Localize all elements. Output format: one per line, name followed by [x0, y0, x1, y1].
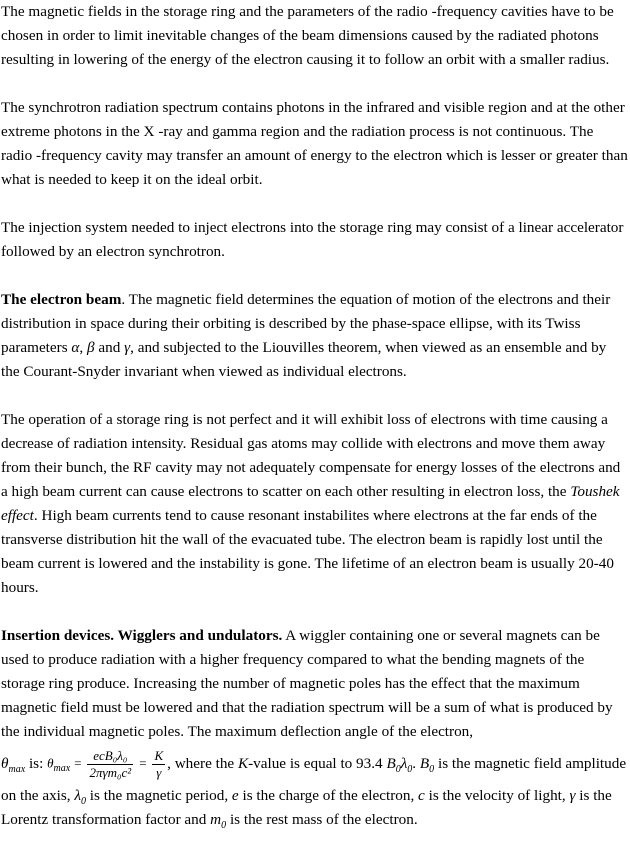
- paragraph-electron-beam: [1, 288, 628, 384]
- text-segment: and: [94, 339, 125, 356]
- lambda0-symbol: $\lambda_0$: [74, 787, 86, 808]
- text-segment: . High beam currents tend to cause resonant instabilites where electrons at the far ends of the transverse distribution hit the wall of the evacuated tube. The electron beam is rapidly lost until the beam current is lowered and the instability is gone. The lifetime of an electron beam is usually 20-40 hours.: [1, 507, 614, 596]
- theta-max-symbol: $\theta_{max}$: [1, 755, 26, 776]
- text-segment: is the rest mass of the electron.: [226, 811, 418, 828]
- text-segment: is the Lorentz transformation factor and: [1, 787, 612, 828]
- paragraph-beam-dimensions: The magnetic fields in the storage ring and the parameters of the radio -frequency cavities have to be chosen in order to limit inevitable changes of the beam dimensions caused by the radiated photons resulting in lowering of the energy of the electron causing it to follow an orbit with a smaller radius.: [1, 3, 614, 68]
- b0-symbol: $B_0$: [419, 755, 435, 776]
- c-symbol: c: [418, 787, 425, 804]
- k-symbol: K: [237, 755, 249, 772]
- text-segment: is the magnetic period,: [85, 787, 232, 804]
- toushek-effect-term: Toushek effect: [1, 483, 620, 524]
- text-segment: . The magnetic field determines the equation of motion of the electrons and their distribution in space during their orbiting is described by the phase-space ellipse, with its Twiss parameters: [1, 291, 611, 356]
- fraction-ecb0-lambda0: $\frac{\text{ecB₀λ₀}}{\text{2πγm₀c²}}$: [89, 748, 132, 781]
- text-segment: is the velocity of light,: [424, 787, 570, 804]
- alpha-symbol: α: [71, 339, 80, 356]
- text-segment: is the charge of the electron,: [238, 787, 419, 804]
- e-symbol: e: [231, 787, 239, 804]
- text-segment: where the: [174, 755, 238, 772]
- m0-symbol: $m_0$: [210, 811, 227, 832]
- heading-insertion-devices: Insertion devices. Wigglers and undulators.: [1, 627, 283, 644]
- beta-symbol: β: [87, 339, 95, 356]
- paragraph-insertion-devices: Insertion devices. Wigglers and undulators. A wiggler containing one or several magnets can be used to produce radiation with a higher frequency compared to what the bending magnets of the storage ring produce. Increasing the number of magnetic poles has the effect that the maximum magnetic field must be lowered and that the radiation spectrum will be a sum of what is produced by the individual magnetic poles. The maximum deflection angle of the electron, $\theta_{max}$ is: $\theta_{max}$ = $\frac{\text{ecB₀λ₀}}{\text{2πγm₀c²}}$ = $\frac{K}{\gamma}$ , where the K-value is equal to 93.4 $B_0\lambda_0$. $B_0$ is the magnetic field amplitude on the axis, $\lambda_0$ is the magnetic period, e is the charge of the electron, c is the velocity of light, γ is the Lorentz transformation factor and $m_0$ is the rest mass of the electron.: [1, 627, 627, 832]
- text-segment: -value is equal to 93.4: [248, 755, 387, 772]
- paragraph-beam-loss: [1, 408, 628, 600]
- heading-electron-beam: The electron beam: [1, 291, 122, 308]
- text-segment: ,: [79, 339, 87, 356]
- text-segment: , and subjected to the Liouvilles theorem, when viewed as an ensemble and by the Courant-Snyder invariant when viewed as individual electrons.: [1, 339, 607, 380]
- document-page: [1, 0, 628, 856]
- fraction-k-gamma: $\frac{K}{\gamma}$: [154, 748, 164, 781]
- text-segment: A wiggler containing one or several magnets can be used to produce radiation with a higher frequency compared to what the bending magnets of the storage ring produce. Increasing the number of magnetic poles has the effect that the maximum magnetic field must be lowered and that the radiation spectrum will be a sum of what is produced by the individual magnetic poles. The maximum deflection angle of the electron,: [1, 627, 613, 740]
- paragraph-radiation-spectrum: The synchrotron radiation spectrum contains photons in the infrared and visible region and at the other extreme photons in the X -ray and gamma region and the radiation process is not continuous. The radio -frequency cavity may transfer an amount of energy to the electron which is lesser or greater than what is needed to keep it on the ideal orbit.: [1, 99, 628, 188]
- b0-symbol: $B_0\lambda_0$: [386, 755, 413, 776]
- paragraph-injection-system: The injection system needed to inject electrons into the storage ring may consist of a linear accelerator followed by an electron synchrotron.: [1, 219, 624, 260]
- text-segment: is:: [25, 755, 48, 772]
- gamma-symbol: γ: [569, 787, 576, 804]
- deflection-angle-equation: $\theta_{max}$ = $\frac{\text{ecB₀λ₀}}{\text{2πγm₀c²}}$ = $\frac{K}{\gamma}$: [47, 748, 164, 781]
- text-segment: is the magnetic field amplitude on the axis,: [1, 755, 627, 804]
- text-segment: The operation of a storage ring is not perfect and it will exhibit loss of electrons with time causing a decrease of radiation intensity. Residual gas atoms may collide with electrons and move them away from their bunch, the RF cavity may not adequately compensate for energy losses of the electrons and a high beam current can cause electrons to scatter on each other resulting in electron loss, the: [1, 411, 621, 500]
- gamma-symbol: γ: [124, 339, 131, 356]
